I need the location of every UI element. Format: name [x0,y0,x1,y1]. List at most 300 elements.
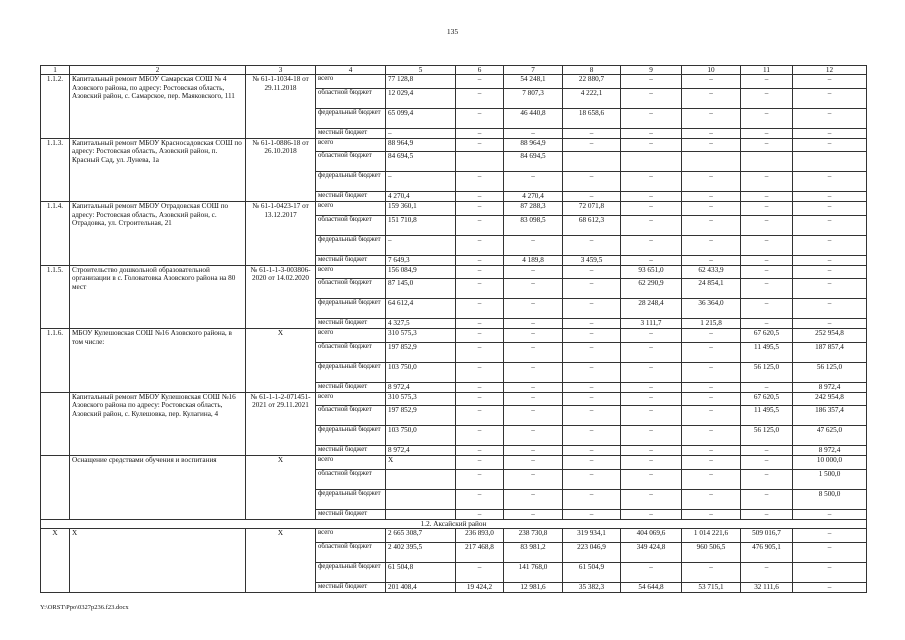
value-cell: – [563,382,621,392]
value-cell: – [793,265,867,279]
value-cell: – [456,509,504,519]
value-cell: – [682,215,741,235]
funding-source: федеральный бюджет [316,235,386,255]
value-cell: – [456,279,504,299]
value-cell: – [741,108,793,128]
funding-source: областной бюджет [316,406,386,426]
value-cell: – [456,202,504,216]
row-document: № 61-1-1034-18 от 29.11.2018 [246,75,316,139]
value-cell: 3 111,7 [621,319,682,329]
section-title: 1.2. Аксайский район [41,519,867,528]
row-code: 1.1.4. [41,202,70,266]
value-cell: 8 972,4 [386,382,456,392]
funding-source: федеральный бюджет [316,172,386,192]
value-cell: – [563,446,621,456]
funding-source: федеральный бюджет [316,362,386,382]
value-cell: 54 248,1 [504,75,563,89]
value-cell: – [456,562,504,582]
value-cell: – [456,88,504,108]
table-row [41,392,867,406]
value-cell: – [563,426,621,446]
value-cell: 8 972,4 [793,446,867,456]
value-cell: – [741,562,793,582]
table-row [41,202,867,216]
value-cell: – [504,319,563,329]
value-cell: – [456,426,504,446]
value-cell: – [682,562,741,582]
value-cell: – [741,128,793,138]
value-cell: – [504,509,563,519]
value-cell: – [563,235,621,255]
value-cell: – [563,192,621,202]
value-cell: – [741,88,793,108]
row-document: Х [246,529,316,593]
section-row [41,519,867,528]
value-cell: – [456,329,504,343]
value-cell: – [793,108,867,128]
row-code: 1.1.3. [41,138,70,202]
funding-source: местный бюджет [316,192,386,202]
value-cell: – [793,215,867,235]
value-cell: 151 710,8 [386,215,456,235]
value-cell: – [793,279,867,299]
value-cell: 8 972,4 [386,446,456,456]
value-cell: – [563,265,621,279]
value-cell: 1 500,0 [793,469,867,489]
value-cell: – [741,456,793,470]
value-cell: – [456,215,504,235]
value-cell: – [563,319,621,329]
funding-source: местный бюджет [316,255,386,265]
value-cell: – [456,192,504,202]
value-cell: 56 125,0 [741,362,793,382]
value-cell: – [682,202,741,216]
row-document: № 61-1-0886-18 от 26.10.2018 [246,138,316,202]
funding-source: всего [316,456,386,470]
value-cell: – [563,138,621,152]
value-cell: – [504,382,563,392]
table-row [41,265,867,279]
value-cell: – [504,128,563,138]
funding-source: областной бюджет [316,469,386,489]
funding-source: федеральный бюджет [316,426,386,446]
value-cell: – [741,279,793,299]
value-cell: – [504,469,563,489]
value-cell: – [741,202,793,216]
value-cell: Х [386,456,456,470]
value-cell: 476 905,1 [741,542,793,562]
value-cell: 88 964,9 [386,138,456,152]
value-cell: 87 288,3 [504,202,563,216]
value-cell: – [621,88,682,108]
value-cell: 509 016,7 [741,529,793,543]
value-cell: – [456,172,504,192]
value-cell: – [504,342,563,362]
funding-source: областной бюджет [316,279,386,299]
value-cell: – [741,75,793,89]
value-cell: 236 893,0 [456,529,504,543]
value-cell: – [621,128,682,138]
value-cell: – [741,192,793,202]
value-cell: 18 658,6 [563,108,621,128]
value-cell: – [456,75,504,89]
funding-source: местный бюджет [316,582,386,592]
value-cell: 141 768,0 [504,562,563,582]
value-cell: 223 046,9 [563,542,621,562]
value-cell: – [682,392,741,406]
value-cell: – [621,342,682,362]
value-cell: – [621,108,682,128]
funding-source: всего [316,392,386,406]
value-cell: – [563,392,621,406]
value-cell: 77 128,8 [386,75,456,89]
value-cell: 2 665 308,7 [386,529,456,543]
value-cell: 72 071,8 [563,202,621,216]
value-cell: 404 069,6 [621,529,682,543]
funding-source: федеральный бюджет [316,299,386,319]
value-cell: 87 145,0 [386,279,456,299]
value-cell: – [741,265,793,279]
value-cell: – [741,255,793,265]
value-cell: 93 651,0 [621,265,682,279]
value-cell: – [456,406,504,426]
value-cell: – [621,329,682,343]
value-cell: 3 459,5 [563,255,621,265]
value-cell: 62 290,9 [621,279,682,299]
value-cell: – [456,392,504,406]
value-cell: – [793,529,867,543]
value-cell: 187 857,4 [793,342,867,362]
value-cell: – [741,172,793,192]
value-cell: – [504,392,563,406]
funding-source: областной бюджет [316,542,386,562]
value-cell: 24 854,1 [682,279,741,299]
value-cell: 54 644,8 [621,582,682,592]
value-cell: – [793,582,867,592]
row-name: Капитальный ремонт МБОУ Самарская СОШ № 4 Азовского района, по адресу: Ростовская область, Азовский район, с. Самарское, пер. Маяковского, 111 [70,75,246,139]
value-cell: 56 125,0 [793,362,867,382]
value-cell: – [456,299,504,319]
value-cell: – [793,319,867,329]
value-cell: – [741,215,793,235]
row-code: 1.1.5. [41,265,70,329]
value-cell: 22 880,7 [563,75,621,89]
value-cell: 4 270,4 [386,192,456,202]
column-header: 2 [70,66,246,75]
value-cell: – [793,255,867,265]
value-cell: – [793,202,867,216]
column-header: 4 [316,66,386,75]
value-cell: – [682,456,741,470]
value-cell: 8 500,0 [793,489,867,509]
value-cell: – [741,382,793,392]
value-cell: – [741,235,793,255]
value-cell: – [456,235,504,255]
value-cell: – [563,329,621,343]
value-cell: – [563,172,621,192]
value-cell: – [741,469,793,489]
value-cell: 349 424,8 [621,542,682,562]
value-cell: 1 014 221,6 [682,529,741,543]
value-cell: 103 750,0 [386,426,456,446]
value-cell: – [741,299,793,319]
value-cell: – [793,509,867,519]
value-cell: 46 440,8 [504,108,563,128]
value-cell: – [504,426,563,446]
column-header: 11 [741,66,793,75]
value-cell: 28 248,4 [621,299,682,319]
value-cell: 197 852,9 [386,406,456,426]
value-cell: – [386,128,456,138]
funding-source: всего [316,265,386,279]
value-cell: – [563,128,621,138]
row-code: 1.1.6. [41,329,70,393]
value-cell: – [386,235,456,255]
value-cell: 197 852,9 [386,342,456,362]
value-cell: 67 620,5 [741,392,793,406]
value-cell: – [741,446,793,456]
value-cell: – [621,509,682,519]
value-cell: – [456,128,504,138]
value-cell: 960 506,5 [682,542,741,562]
value-cell: – [456,362,504,382]
funding-source: федеральный бюджет [316,562,386,582]
value-cell: 32 111,6 [741,582,793,592]
value-cell: – [563,362,621,382]
value-cell: – [621,382,682,392]
value-cell: 310 575,3 [386,392,456,406]
column-header: 1 [41,66,70,75]
value-cell: – [793,542,867,562]
column-header: 7 [504,66,563,75]
value-cell: – [563,489,621,509]
value-cell: 65 099,4 [386,108,456,128]
funding-source: местный бюджет [316,446,386,456]
table-row [41,138,867,152]
value-cell: – [682,406,741,426]
value-cell: 159 360,1 [386,202,456,216]
value-cell [793,152,867,172]
file-path-footer: Y:\ORST\Ppo\0327p236.f23.docx [40,604,129,611]
row-code [41,456,70,520]
value-cell: – [682,255,741,265]
value-cell: – [504,446,563,456]
funding-source: всего [316,75,386,89]
column-header: 8 [563,66,621,75]
row-name: Капитальный ремонт МБОУ Отрадовская СОШ по адресу: Ростовская область, Азовский район, с. Отрадовка, ул. Строительная, 21 [70,202,246,266]
row-name: Капитальный ремонт МБОУ Кулешовская СОШ №16 Азовского района по адресу: Ростовская область, Азовский район, с. Кулешовка, пер. Кулагина, 4 [70,392,246,456]
value-cell: – [682,382,741,392]
row-document: № 61-1-1-2-071451-2021 от 29.11.2021 [246,392,316,456]
value-cell: – [563,469,621,489]
column-header: 3 [246,66,316,75]
value-cell: 7 649,3 [386,255,456,265]
value-cell: 84 694,5 [386,152,456,172]
value-cell: 4 222,1 [563,88,621,108]
value-cell: – [682,75,741,89]
value-cell: – [682,128,741,138]
value-cell: 217 468,8 [456,542,504,562]
value-cell [456,152,504,172]
row-code: Х [41,529,70,593]
value-cell: – [456,138,504,152]
value-cell: 11 495,5 [741,406,793,426]
value-cell: 2 402 395,5 [386,542,456,562]
funding-source: всего [316,529,386,543]
value-cell: – [563,279,621,299]
value-cell: 201 408,4 [386,582,456,592]
value-cell: 103 750,0 [386,362,456,382]
value-cell: 84 694,5 [504,152,563,172]
value-cell: – [504,265,563,279]
value-cell: – [621,406,682,426]
value-cell: – [621,235,682,255]
funding-source: местный бюджет [316,319,386,329]
value-cell: – [621,446,682,456]
value-cell: – [682,108,741,128]
row-document: Х [246,329,316,393]
value-cell: 19 424,2 [456,582,504,592]
value-cell [621,152,682,172]
value-cell: – [682,469,741,489]
row-name: Капитальный ремонт МБОУ Красносадовская СОШ по адресу: Ростовская область, Азовский район, п. Красный Сад, ул. Лунева, 1а [70,138,246,202]
value-cell: – [504,299,563,319]
value-cell: – [621,489,682,509]
value-cell: – [456,489,504,509]
value-cell: – [621,469,682,489]
funding-source: местный бюджет [316,382,386,392]
column-header: 12 [793,66,867,75]
column-header: 9 [621,66,682,75]
value-cell: – [793,299,867,319]
value-cell [682,152,741,172]
value-cell [386,509,456,519]
value-cell: – [563,342,621,362]
value-cell: – [682,172,741,192]
value-cell: 47 625,0 [793,426,867,446]
value-cell: 156 084,9 [386,265,456,279]
value-cell: – [621,75,682,89]
row-document: № 61-1-1-3-003806-2020 от 14.02.2020 [246,265,316,329]
value-cell: – [456,382,504,392]
row-name: Строительство дошкольной образовательной организации в с. Головатовка Азовского района на 80 мест [70,265,246,329]
value-cell [741,152,793,172]
value-cell: – [741,509,793,519]
value-cell: – [793,128,867,138]
table-row [41,329,867,343]
value-cell: – [621,138,682,152]
value-cell: – [682,235,741,255]
row-name: МБОУ Кулешовская СОШ №16 Азовского района, в том числе: [70,329,246,393]
value-cell: – [741,138,793,152]
value-cell [386,489,456,509]
value-cell: 12 981,6 [504,582,563,592]
value-cell: – [563,456,621,470]
value-cell: 64 612,4 [386,299,456,319]
value-cell: 83 098,5 [504,215,563,235]
value-cell: 4 327,5 [386,319,456,329]
value-cell: – [621,392,682,406]
value-cell: – [456,342,504,362]
value-cell: – [621,562,682,582]
value-cell: 88 964,9 [504,138,563,152]
value-cell: – [741,489,793,509]
value-cell: – [682,88,741,108]
budget-table [40,65,867,593]
value-cell: – [682,446,741,456]
value-cell: – [563,299,621,319]
value-cell: – [456,446,504,456]
value-cell: 56 125,0 [741,426,793,446]
funding-source: областной бюджет [316,88,386,108]
row-document: Х [246,456,316,520]
value-cell: – [456,255,504,265]
value-cell: 12 029,4 [386,88,456,108]
value-cell: – [456,265,504,279]
value-cell: – [621,172,682,192]
value-cell: – [793,172,867,192]
value-cell: 11 495,5 [741,342,793,362]
value-cell: – [793,138,867,152]
row-code: 1.1.2. [41,75,70,139]
value-cell: 68 612,3 [563,215,621,235]
funding-source: всего [316,138,386,152]
funding-source: всего [316,202,386,216]
column-header: 6 [456,66,504,75]
value-cell: 242 954,8 [793,392,867,406]
funding-source: областной бюджет [316,152,386,172]
row-code [41,392,70,456]
value-cell: – [504,329,563,343]
value-cell: – [456,108,504,128]
funding-source: всего [316,329,386,343]
value-cell: – [563,406,621,426]
value-cell: – [504,489,563,509]
value-cell: 10 000,0 [793,456,867,470]
row-name: Оснащение средствами обучения и воспитания [70,456,246,520]
value-cell: – [621,456,682,470]
table-row [41,529,867,543]
value-cell: – [621,192,682,202]
value-cell: – [456,319,504,329]
value-cell: 319 934,1 [563,529,621,543]
value-cell: – [621,362,682,382]
value-cell: – [793,75,867,89]
value-cell: – [621,255,682,265]
value-cell: 83 981,2 [504,542,563,562]
value-cell: 252 954,8 [793,329,867,343]
funding-source: федеральный бюджет [316,108,386,128]
funding-source: местный бюджет [316,128,386,138]
value-cell: – [504,172,563,192]
funding-source: местный бюджет [316,509,386,519]
value-cell: – [456,469,504,489]
value-cell: – [621,426,682,446]
value-cell [386,469,456,489]
value-cell: – [682,489,741,509]
value-cell: – [741,319,793,329]
table-row [41,456,867,470]
value-cell: – [793,192,867,202]
row-document: № 61-1-0423-17 от 13.12.2017 [246,202,316,266]
value-cell: 67 620,5 [741,329,793,343]
value-cell: 36 364,0 [682,299,741,319]
value-cell: 238 730,8 [504,529,563,543]
value-cell: 61 504,9 [563,562,621,582]
value-cell: – [504,406,563,426]
column-header: 10 [682,66,741,75]
value-cell: 8 972,4 [793,382,867,392]
